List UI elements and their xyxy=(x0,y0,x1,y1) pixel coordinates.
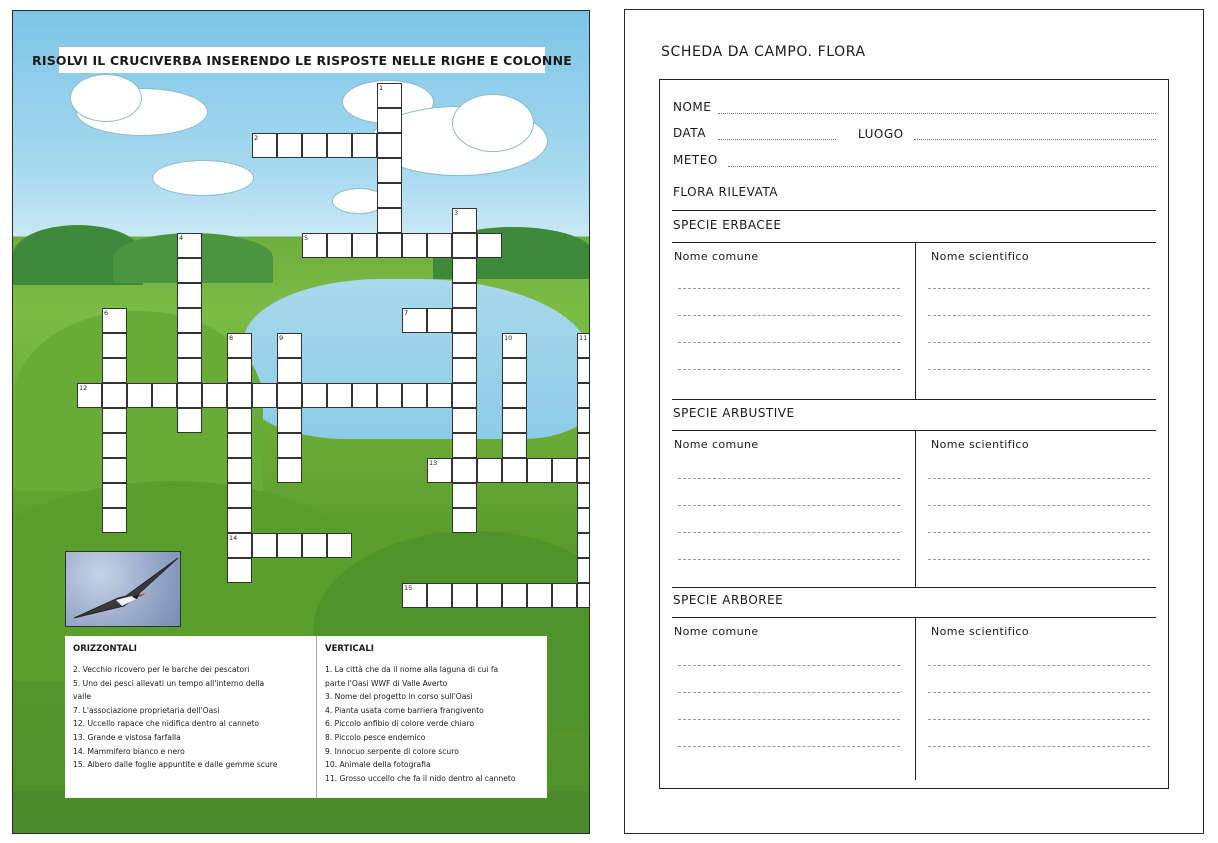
crossword-cell[interactable] xyxy=(402,233,427,258)
crossword-cell[interactable] xyxy=(452,508,477,533)
crossword-cell[interactable] xyxy=(502,383,527,408)
crossword-cell[interactable] xyxy=(102,483,127,508)
clue-line: 14. Mammifero bianco e nero xyxy=(73,746,185,756)
crossword-cell[interactable] xyxy=(102,383,127,408)
column-scientific-name: Nome scientifico xyxy=(931,438,1029,451)
column-common-name: Nome comune xyxy=(674,438,759,451)
crossword-cell[interactable] xyxy=(177,283,202,308)
crossword-cell[interactable] xyxy=(227,433,252,458)
clue-line: 10. Animale della fotografia xyxy=(325,760,431,770)
clue-number: 5 xyxy=(304,234,309,242)
crossword-cell[interactable] xyxy=(177,358,202,383)
name-label: NOME xyxy=(673,100,712,114)
place-field[interactable] xyxy=(914,139,1156,140)
crossword-cell[interactable] xyxy=(102,333,127,358)
crossword-cell[interactable] xyxy=(427,233,452,258)
crossword-cell[interactable] xyxy=(452,283,477,308)
clue-number: 3 xyxy=(454,209,459,217)
crossword-cell[interactable] xyxy=(327,383,352,408)
crossword-cell[interactable] xyxy=(502,458,527,483)
divider xyxy=(672,587,1156,588)
crossword-cell[interactable] xyxy=(377,133,402,158)
crossword-cell[interactable] xyxy=(477,583,502,608)
crossword-cell[interactable] xyxy=(427,383,452,408)
clue-line: 5. Uno dei pesci allevati un tempo all'interno della xyxy=(73,678,265,688)
clue-number: 12 xyxy=(79,384,88,392)
crossword-cell[interactable] xyxy=(452,308,477,333)
divider xyxy=(672,242,1156,243)
clue-number: 15 xyxy=(404,584,413,592)
crossword-cell[interactable] xyxy=(277,133,302,158)
clue-number: 1 xyxy=(379,84,384,92)
clues-vertical-heading: VERTICALI xyxy=(325,644,374,654)
crossword-cell[interactable] xyxy=(402,383,427,408)
crossword-cell[interactable] xyxy=(227,508,252,533)
clue-number: 2 xyxy=(254,134,259,142)
crossword-cell[interactable] xyxy=(152,383,177,408)
crossword-cell[interactable] xyxy=(327,133,352,158)
column-common-name: Nome comune xyxy=(674,625,759,638)
clue-line: parte l'Oasi WWF di Valle Averto xyxy=(325,678,448,688)
column-scientific-name: Nome scientifico xyxy=(931,625,1029,638)
crossword-cell[interactable] xyxy=(452,408,477,433)
crossword-cell[interactable] xyxy=(577,583,590,608)
clue-line: 9. Innocuo serpente di colore scuro xyxy=(325,746,459,756)
crossword-cell[interactable] xyxy=(452,483,477,508)
crossword-cell[interactable] xyxy=(577,433,590,458)
weather-field[interactable] xyxy=(728,166,1156,167)
crossword-cell[interactable] xyxy=(277,458,302,483)
crossword-cell[interactable] xyxy=(177,383,202,408)
flora-label: FLORA RILEVATA xyxy=(673,185,778,199)
crossword-cell[interactable] xyxy=(227,358,252,383)
section-title-tree: SPECIE ARBOREE xyxy=(673,593,784,607)
crossword-cell[interactable] xyxy=(452,333,477,358)
crossword-cell[interactable] xyxy=(577,408,590,433)
clue-line: 12. Uccello rapace che nidifica dentro al canneto xyxy=(73,719,260,729)
crossword-cell[interactable] xyxy=(302,133,327,158)
clue-line: 2. Vecchio ricovero per le barche dei pescatori xyxy=(73,665,250,674)
crossword-cell[interactable] xyxy=(452,383,477,408)
sheet-title: SCHEDA DA CAMPO. FLORA xyxy=(661,44,866,60)
crossword-cell[interactable] xyxy=(227,458,252,483)
crossword-cell[interactable] xyxy=(227,383,252,408)
clue-line: 11. Grosso uccello che fa il nido dentro al canneto xyxy=(325,773,516,783)
crossword-cell[interactable] xyxy=(102,433,127,458)
crossword-cell[interactable] xyxy=(427,583,452,608)
clues-horizontal-heading: ORIZZONTALI xyxy=(73,644,137,654)
crossword-cell[interactable] xyxy=(377,158,402,183)
crossword-cell[interactable] xyxy=(327,533,352,558)
cloud xyxy=(153,161,253,195)
divider xyxy=(672,617,1156,618)
clue-line: 15. Albero dalle foglie appuntite e dalle gemme scure xyxy=(73,760,278,770)
crossword-cell[interactable] xyxy=(452,258,477,283)
crossword-cell[interactable] xyxy=(452,233,477,258)
crossword-cell[interactable] xyxy=(552,583,577,608)
clue-line: 6. Piccolo anfibio di colore verde chiaro xyxy=(325,719,474,729)
crossword-cell[interactable] xyxy=(177,308,202,333)
crossword-cell[interactable] xyxy=(277,383,302,408)
crossword-cell[interactable] xyxy=(577,383,590,408)
weather-label: METEO xyxy=(673,153,718,167)
crossword-cell[interactable] xyxy=(277,408,302,433)
clue-line: 1. La città che da il nome alla laguna di cui fa xyxy=(325,665,499,674)
crossword-cell[interactable] xyxy=(452,458,477,483)
crossword-cell[interactable] xyxy=(452,583,477,608)
clues-panel xyxy=(65,636,547,798)
crossword-cell[interactable] xyxy=(477,458,502,483)
clue-line: valle xyxy=(73,692,92,702)
crossword-cell[interactable] xyxy=(227,408,252,433)
crossword-cell[interactable] xyxy=(352,383,377,408)
column-divider xyxy=(915,617,916,780)
crossword-page xyxy=(12,10,590,834)
crossword-cell[interactable] xyxy=(452,433,477,458)
crossword-cell[interactable] xyxy=(577,483,590,508)
crossword-cell[interactable] xyxy=(102,408,127,433)
crossword-cell[interactable] xyxy=(502,408,527,433)
date-field[interactable] xyxy=(718,139,836,140)
column-scientific-name: Nome scientifico xyxy=(931,250,1029,263)
crossword-cell[interactable] xyxy=(527,583,552,608)
clue-line: 7. L'associazione proprietaria dell'Oasi xyxy=(73,705,220,715)
clue-line: 8. Piccolo pesce endemico xyxy=(325,732,426,742)
section-title-herbaceous: SPECIE ERBACEE xyxy=(673,218,782,232)
crossword-cell[interactable] xyxy=(102,508,127,533)
crossword-cell[interactable] xyxy=(502,583,527,608)
clue-number: 8 xyxy=(229,334,234,342)
crossword-cell[interactable] xyxy=(252,383,277,408)
crossword-cell[interactable] xyxy=(177,258,202,283)
divider xyxy=(672,430,1156,431)
name-field[interactable] xyxy=(718,113,1156,114)
clue-number: 6 xyxy=(104,309,109,317)
crossword-cell[interactable] xyxy=(227,558,252,583)
crossword-cell[interactable] xyxy=(302,533,327,558)
crossword-cell[interactable] xyxy=(452,358,477,383)
crossword-cell[interactable] xyxy=(252,533,277,558)
crossword-title: RISOLVI IL CRUCIVERBA INSERENDO LE RISPOSTE NELLE RIGHE E COLONNE xyxy=(59,47,545,73)
crossword-cell[interactable] xyxy=(427,308,452,333)
crossword-cell[interactable] xyxy=(377,383,402,408)
crossword-cell[interactable] xyxy=(577,558,590,583)
divider xyxy=(672,399,1156,400)
crossword-cell[interactable] xyxy=(577,458,590,483)
crossword-cell[interactable] xyxy=(577,358,590,383)
crossword-cell[interactable] xyxy=(302,383,327,408)
crossword-cell[interactable] xyxy=(277,533,302,558)
clue-number: 7 xyxy=(404,309,409,317)
crossword-cell[interactable] xyxy=(227,483,252,508)
clue-line: 13. Grande e vistosa farfalla xyxy=(73,732,181,742)
crossword-cell[interactable] xyxy=(127,383,152,408)
crossword-cell[interactable] xyxy=(102,458,127,483)
section-title-shrub: SPECIE ARBUSTIVE xyxy=(673,406,795,420)
clue-number: 14 xyxy=(229,534,238,542)
crossword-cell[interactable] xyxy=(202,383,227,408)
place-label: LUOGO xyxy=(858,127,904,141)
clue-number: 4 xyxy=(179,234,184,242)
field-sheet-form xyxy=(659,79,1169,789)
crossword-cell[interactable] xyxy=(552,458,577,483)
column-divider xyxy=(915,242,916,399)
clue-number: 11 xyxy=(579,334,588,342)
crossword-cell[interactable] xyxy=(277,358,302,383)
crossword-cell[interactable] xyxy=(577,533,590,558)
date-label: DATA xyxy=(673,126,706,140)
cloud xyxy=(71,75,141,121)
clues-vertical xyxy=(317,636,547,798)
cloud xyxy=(453,95,533,151)
clue-number: 9 xyxy=(279,334,284,342)
crossword-cell[interactable] xyxy=(352,133,377,158)
crossword-cell[interactable] xyxy=(377,208,402,233)
column-divider xyxy=(915,430,916,587)
crossword-cell[interactable] xyxy=(377,108,402,133)
tern-photo xyxy=(65,551,181,627)
crossword-cell[interactable] xyxy=(102,358,127,383)
clue-line: 3. Nome del progetto in corso sull'Oasi xyxy=(325,692,473,702)
crossword-cell[interactable] xyxy=(177,333,202,358)
crossword-cell[interactable] xyxy=(502,358,527,383)
clue-line: 4. Pianta usata come barriera frangivento xyxy=(325,705,484,715)
clue-number: 13 xyxy=(429,459,438,467)
clues-horizontal xyxy=(65,636,317,798)
field-sheet-page xyxy=(624,9,1204,834)
crossword-cell[interactable] xyxy=(277,433,302,458)
crossword-cell[interactable] xyxy=(477,233,502,258)
crossword-cell[interactable] xyxy=(527,458,552,483)
crossword-cell[interactable] xyxy=(502,433,527,458)
crossword-cell[interactable] xyxy=(577,508,590,533)
crossword-cell[interactable] xyxy=(327,233,352,258)
crossword-cell[interactable] xyxy=(352,233,377,258)
crossword-cell[interactable] xyxy=(177,408,202,433)
divider xyxy=(672,210,1156,211)
crossword-cell[interactable] xyxy=(377,233,402,258)
column-common-name: Nome comune xyxy=(674,250,759,263)
clue-number: 10 xyxy=(504,334,513,342)
crossword-cell[interactable] xyxy=(377,183,402,208)
